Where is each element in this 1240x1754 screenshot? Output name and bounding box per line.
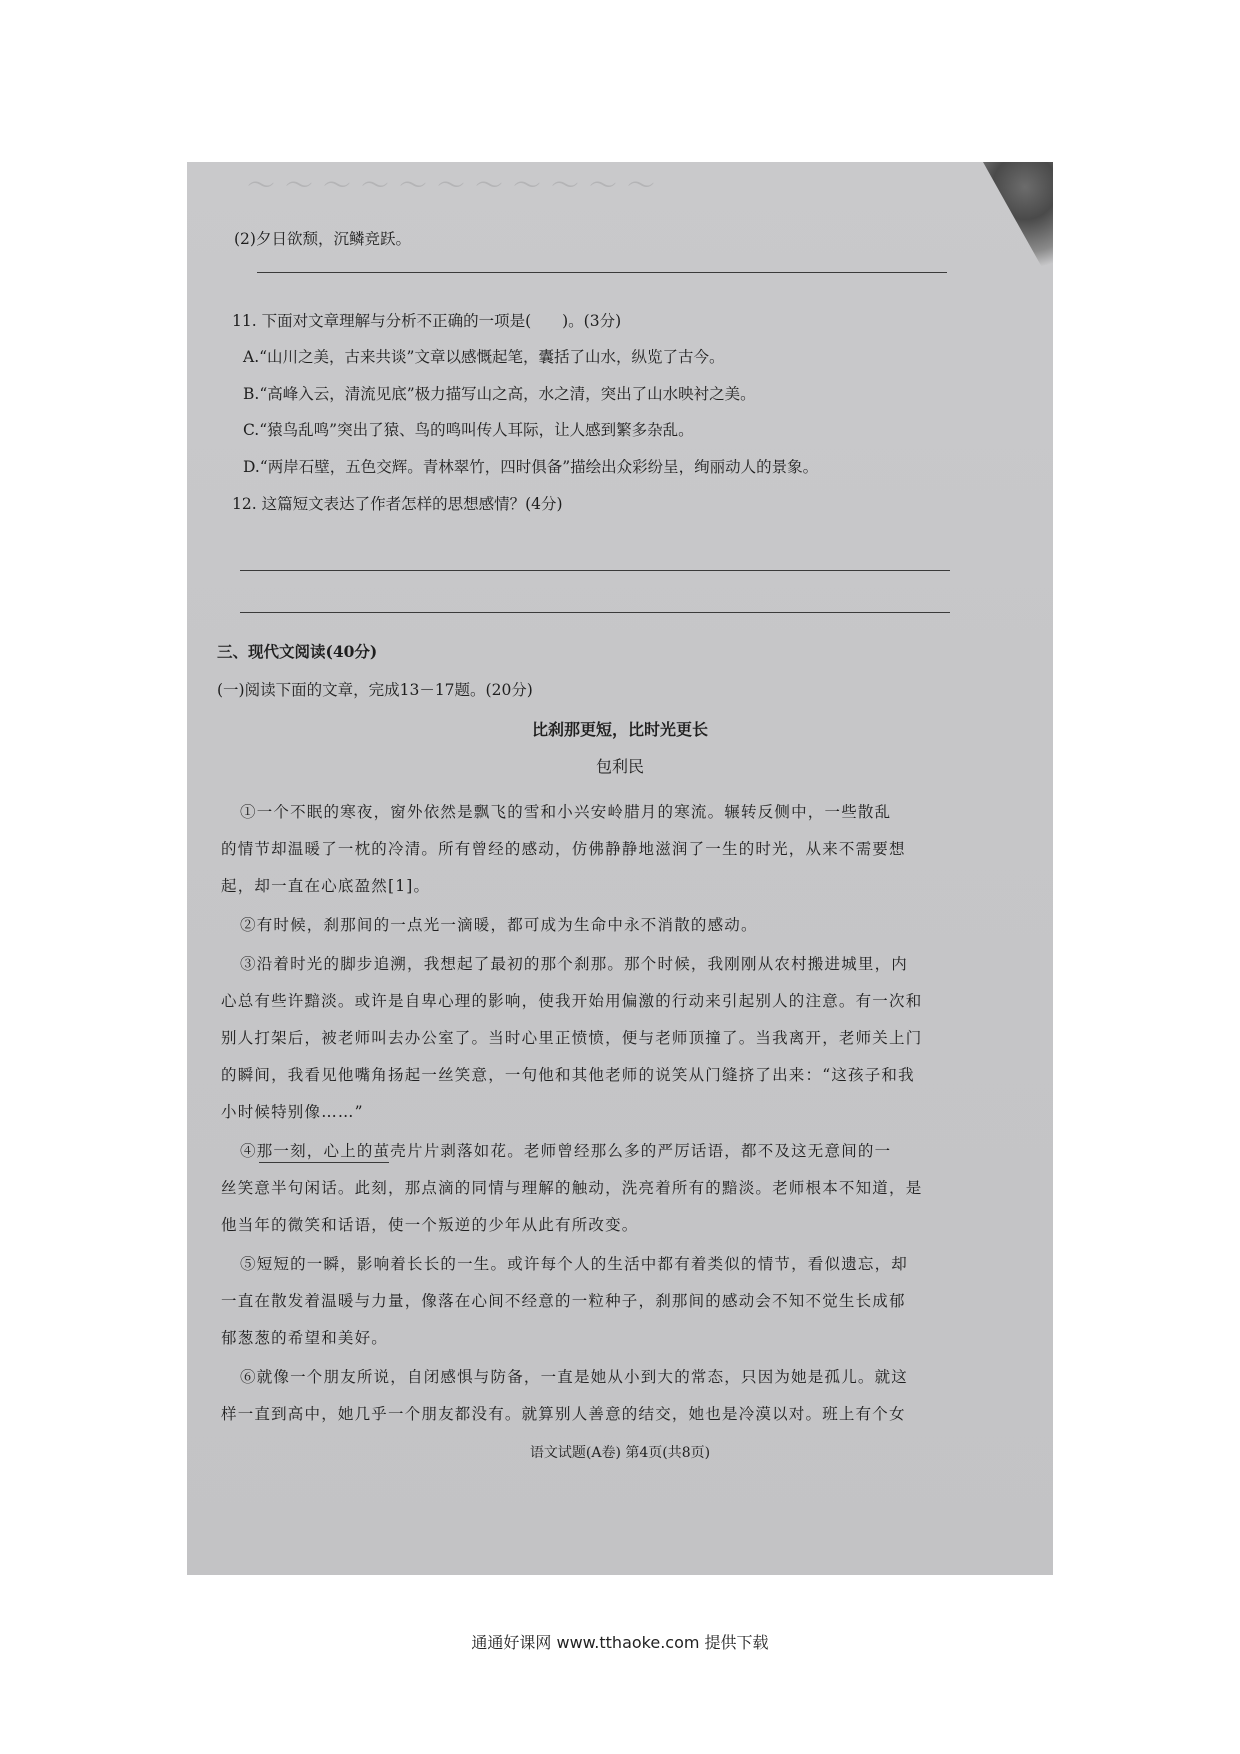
question-12: 12. 这篇短文表达了作者怎样的思想感情？(4分) — [232, 495, 563, 513]
paragraph-line: 样一直到高中，她几乎一个朋友都没有。就算别人善意的结交，她也是冷漠以对。班上有个女 — [221, 1405, 906, 1423]
paragraph-line: 心总有些许黯淡。或许是自卑心理的影响，使我开始用偏激的行动来引起别人的注意。有一次和 — [221, 992, 923, 1010]
paragraph-line: ①一个不眠的寒夜，窗外依然是飘飞的雪和小兴安岭腊月的寒流。辗转反侧中，一些散乱 — [240, 803, 892, 821]
q11-option-b: B.“高峰入云，清流见底”极力描写山之高，水之清，突出了山水映衬之美。 — [243, 385, 756, 403]
scanned-page — [187, 162, 1053, 1575]
answer-line — [257, 272, 947, 273]
paragraph-line: 小时候特别像……” — [221, 1103, 364, 1121]
paragraph-line: 起，却一直在心底盈然[1]。 — [221, 877, 431, 895]
paragraph-line: 一直在散发着温暖与力量，像落在心间不经意的一粒种子，刹那间的感动会不知不觉生长成郁 — [221, 1292, 906, 1310]
paragraph-line: 的瞬间，我看见他嘴角扬起一丝笑意，一句他和其他老师的说笑从门缝挤了出来：“这孩子和我 — [221, 1066, 915, 1084]
article-title: 比刹那更短，比时光更长 — [531, 720, 708, 739]
paragraph-line-underlined: ④那一刻，心上的茧壳片片剥落如花。老师曾经那么多的严厉话语，都不及这无意间的一 — [240, 1142, 892, 1160]
section-3-heading: 三、现代文阅读(40分) — [217, 642, 378, 661]
q11-option-d: D.“两岸石壁，五色交辉。青林翠竹，四时俱备”描绘出众彩纷呈，绚丽动人的景象。 — [243, 458, 819, 476]
paragraph-line: ③沿着时光的脚步追溯，我想起了最初的那个刹那。那个时候，我刚刚从农村搬进城里，内 — [240, 955, 909, 973]
paragraph-line: 的情节却温暖了一枕的冷清。所有曾经的感动，仿佛静静地滋润了一生的时光，从来不需要想 — [221, 840, 906, 858]
bleed-through-text: 〜〜〜〜〜〜〜〜〜〜〜 — [247, 169, 666, 202]
paragraph-line: 丝笑意半句闲话。此刻，那点滴的同情与理解的触动，洗亮着所有的黯淡。老师根本不知道，是 — [221, 1179, 923, 1197]
q11-option-a: A.“山川之美，古来共谈”文章以感慨起笔，囊括了山水，纵览了古今。 — [243, 348, 725, 366]
question-11: 11. 下面对文章理解与分析不正确的一项是( )。(3分) — [232, 312, 622, 330]
item-10-2: (2)夕日欲颓，沉鳞竞跃。 — [234, 230, 411, 248]
page-corner-decoration — [983, 162, 1053, 287]
paragraph-line: ②有时候，刹那间的一点光一滴暖，都可成为生命中永不消散的感动。 — [240, 916, 758, 934]
answer-line — [240, 570, 950, 571]
q11-option-c: C.“猿鸟乱鸣”突出了猿、鸟的鸣叫传人耳际，让人感到繁多杂乱。 — [243, 421, 694, 439]
subsection-1-instructions: (一)阅读下面的文章，完成13－17题。(20分) — [217, 681, 533, 699]
paragraph-line: ⑤短短的一瞬，影响着长长的一生。或许每个人的生活中都有着类似的情节，看似遗忘，却 — [240, 1255, 909, 1273]
paragraph-line: 别人打架后，被老师叫去办公室了。当时心里正愤愤，便与老师顶撞了。当我离开，老师关上门 — [221, 1029, 923, 1047]
paragraph-line: 他当年的微笑和话语，使一个叛逆的少年从此有所改变。 — [221, 1216, 639, 1234]
answer-line — [240, 612, 950, 613]
paragraph-line: ⑥就像一个朋友所说，自闭感惧与防备，一直是她从小到大的常态，只因为她是孤儿。就这 — [240, 1368, 909, 1386]
paragraph-line: 郁葱葱的希望和美好。 — [221, 1329, 389, 1347]
article-author: 包利民 — [595, 757, 644, 776]
page-number: 语文试题(A卷) 第4页(共8页) — [529, 1445, 711, 1461]
download-footer: 通通好课网 www.tthaoke.com 提供下载 — [471, 1633, 769, 1652]
underline-mark — [259, 1162, 389, 1163]
